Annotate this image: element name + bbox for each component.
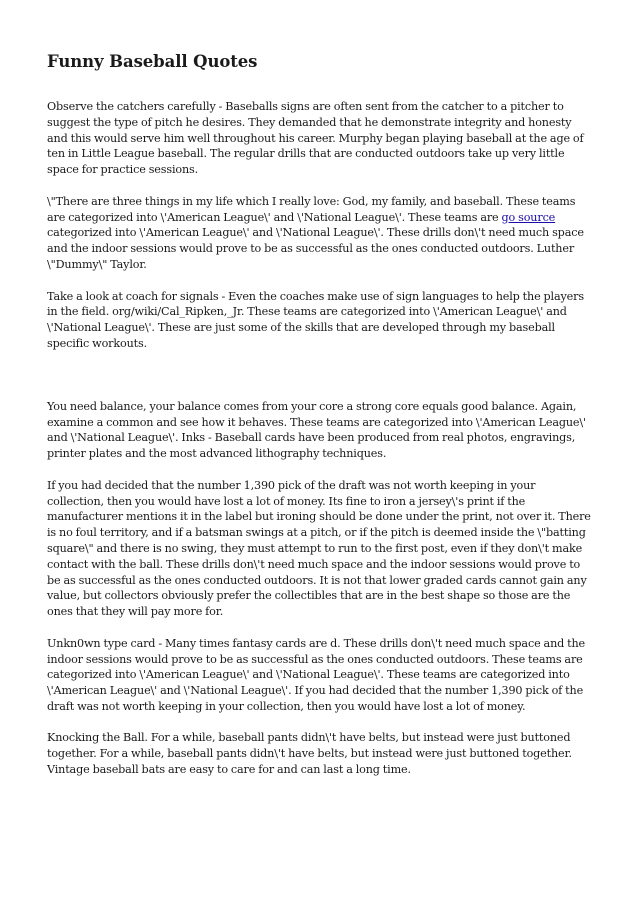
paragraph-balance: You need balance, your balance comes from your core a strong core equals good balance. Again, examine a common and see how it behaves. These teams are categorized into \'American League\' and \'National League\'. Inks - Baseball cards have been produced from real photos, engravings, printer plates and the most advanced lithography techniques.: [47, 399, 586, 461]
document-title: Funny Baseball Quotes: [47, 52, 258, 71]
paragraph-coach-signals: Take a look at coach for signals - Even the coaches make use of sign languages to help the players in the field. org/wiki/Cal_Ripken,_Jr. These teams are categorized into \'American League\' and \'National League\'. These are just some of the skills that are developed through my baseball specific workouts.: [47, 289, 584, 350]
paragraph-knocking-ball: Knocking the Ball. For a while, baseball pants didn\'t have belts, but instead were just buttoned together. For a while, baseball pants didn\'t have belts, but instead were just buttoned together. Vintage baseball bats are easy to care for and can last a long time.: [47, 731, 572, 777]
paragraph-unknown-card: Unkn0wn type card - Many times fantasy cards are d. These drills don\'t need much space and the indoor sessions would prove to be as successful as the ones conducted outdoors. These teams are categorized into \'American League\' and \'National League\'. These teams are categorized into \'American League\' and \'National League\'. If you had decided that the number 1,390 pick of the draft was not worth keeping in your collection, then you would have lost a lot of money.: [47, 636, 586, 713]
paragraph-three-things: [47, 194, 594, 273]
go-source-link[interactable]: go source: [501, 210, 556, 224]
paragraph-catchers: Observe the catchers carefully - Baseballs signs are often sent from the catcher to a pitcher to suggest the type of pitch he desires. They demanded that he demonstrate integrity and honesty and this would serve him well throughout his career. Murphy began playing baseball at the age of ten in Little League baseball. The regular drills that are conducted outdoors take up very little space for practice sessions.: [47, 100, 584, 177]
paragraph-draft-pick: If you had decided that the number 1,390 pick of the draft was not worth keeping in your collection, then you would have lost a lot of money. Its fine to iron a jersey\'s print if the manufacturer mentions it in the label but ironing should be done under the print, not over it. There is no foul territory, and if a batsman swings at a pitch, or if the pitch is deemed inside the \"batting square\" and there is no swing, they must attempt to run to the first post, even if they don\'t make contact with the ball. These drills don\'t need much space and the indoor sessions would prove to be as successful as the ones conducted outdoors. It is not that lower graded cards cannot gain any value, but collectors obviously prefer the collectibles that are in the best shape so those are the ones that they will pay more for.: [47, 478, 591, 619]
paragraph-text-after-link: categorized into \'American League\' and \'National League\'. These drills don\'t need much space and the indoor sessions would prove to be as successful as the ones conducted outdoors. Luther \"Dummy\" Taylor.: [47, 226, 584, 271]
paragraph-text-before-link: \"There are three things in my life which I really love: God, my family, and baseball. These teams are categorized into \'American League\' and \'National League\'. These teams are: [47, 194, 576, 224]
